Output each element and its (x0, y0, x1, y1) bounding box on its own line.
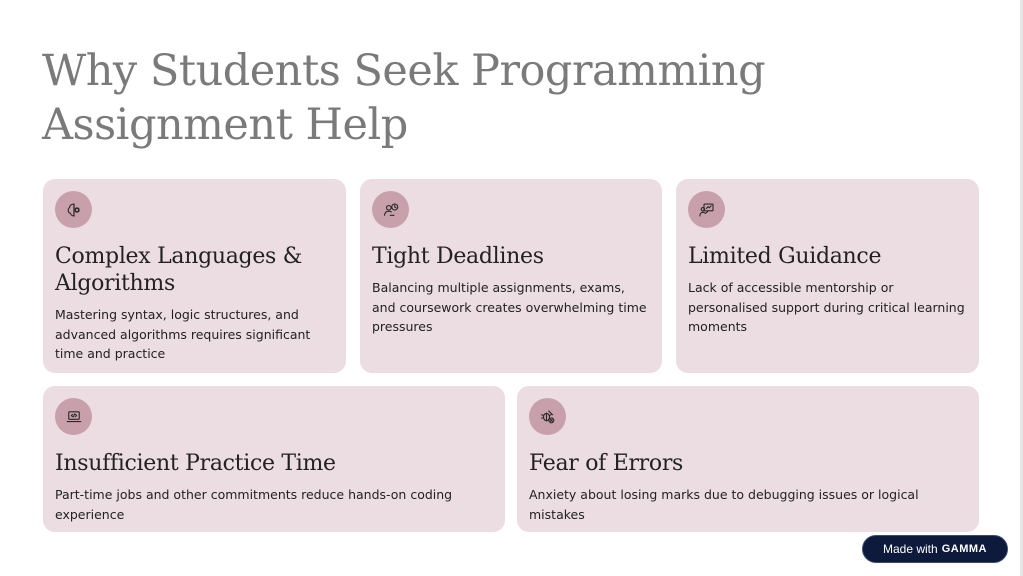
brain-gear-icon (55, 191, 92, 228)
page-title: Why Students Seek Programming Assignment Help (42, 46, 766, 150)
gamma-logo: GAMMA (941, 543, 987, 555)
card-description: Anxiety about losing marks due to debugging issues or logical mistakes (529, 487, 919, 522)
card-description: Mastering syntax, logic structures, and advanced algorithms requires significant time and practice (55, 307, 311, 361)
mentor-presentation-icon (688, 191, 725, 228)
card-title: Limited Guidance (688, 244, 882, 269)
card-title: Fear of Errors (529, 451, 684, 476)
bug-error-icon (529, 398, 566, 435)
card-tight-deadlines (360, 179, 662, 373)
card-description: Part-time jobs and other commitments reduce hands-on coding experience (55, 487, 453, 522)
card-description: Balancing multiple assignments, exams, and coursework creates overwhelming time pressures (372, 280, 647, 334)
laptop-code-icon (55, 398, 92, 435)
badge-prefix: Made with (883, 542, 938, 556)
person-clock-icon (372, 191, 409, 228)
card-fear-of-errors (517, 386, 979, 532)
card-title: Complex Languages & Algorithms (55, 244, 303, 296)
card-insufficient-practice (43, 386, 505, 532)
card-title: Tight Deadlines (372, 244, 544, 269)
card-complex-languages (43, 179, 346, 373)
card-limited-guidance (676, 179, 979, 373)
card-description: Lack of accessible mentorship or personalised support during critical learning moments (688, 280, 965, 334)
made-with-gamma-badge[interactable] (862, 535, 1008, 563)
card-title: Insufficient Practice Time (55, 451, 336, 476)
